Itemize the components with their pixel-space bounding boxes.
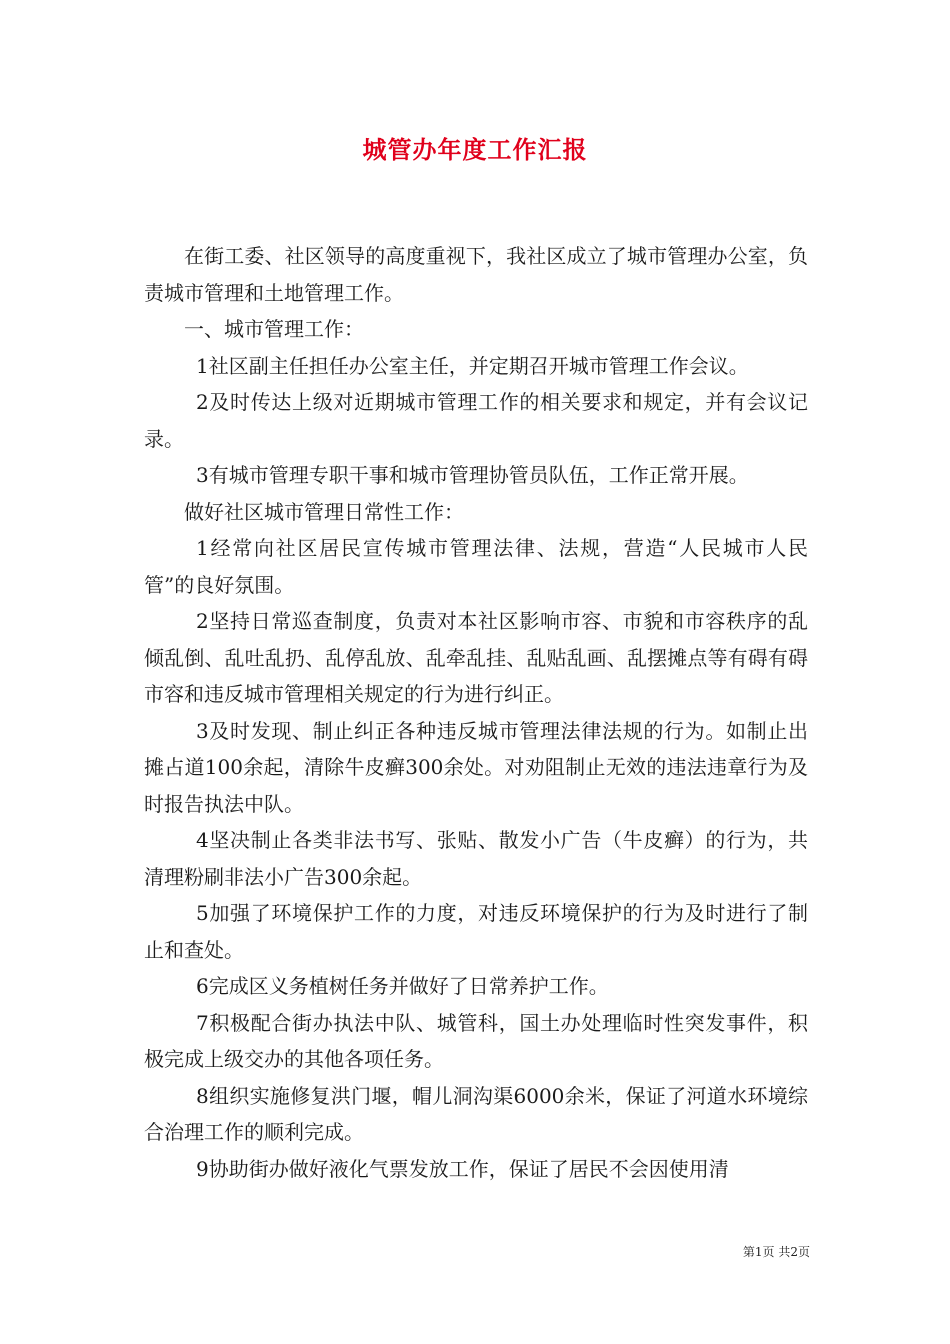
list-item: 8组织实施修复洪门堰，帽儿洞沟渠6000余米，保证了河道水环境综合治理工作的顺利完成。 xyxy=(144,1083,808,1144)
list-item: 2坚持日常巡查制度，负责对本社区影响市容、市貌和市容秩序的乱倾乱倒、乱吐乱扔、乱停乱放、乱牵乱挂、乱贴乱画、乱摆摊点等有碍有碍市容和违反城市管理相关规定的行为进行纠正。 xyxy=(144,609,808,706)
list-item: 4坚决制止各类非法书写、张贴、散发小广告（牛皮癣）的行为，共清理粉刷非法小广告300余起。 xyxy=(144,828,808,889)
list-item: 7积极配合街办执法中队、城管科，国土办处理临时性突发事件，积极完成上级交办的其他各项任务。 xyxy=(144,1010,808,1071)
subsection-heading: 做好社区城市管理日常性工作： xyxy=(184,499,464,524)
document-title: 城管办年度工作汇报 xyxy=(362,135,588,164)
list-item: 9协助街办做好液化气票发放工作，保证了居民不会因使用清 xyxy=(196,1156,729,1181)
list-item: 3有城市管理专职干事和城市管理协管员队伍，工作正常开展。 xyxy=(196,463,749,487)
paragraph-intro: 在街工委、社区领导的高度重视下，我社区成立了城市管理办公室，负责城市管理和土地管理工作。 xyxy=(144,244,808,305)
list-item: 5加强了环境保护工作的力度，对违反环境保护的行为及时进行了制止和查处。 xyxy=(144,901,808,962)
section-heading: 一、城市管理工作： xyxy=(184,317,364,341)
list-item: 3及时发现、制止纠正各种违反城市管理法律法规的行为。如制止出摊占道100余起，清除牛皮癣300余处。对劝阻制止无效的违法违章行为及时报告执法中队。 xyxy=(144,718,808,816)
document-body xyxy=(144,238,808,1187)
list-item: 1社区副主任担任办公室主任，并定期召开城市管理工作会议。 xyxy=(196,353,749,378)
list-item: 1经常向社区居民宣传城市管理法律、法规，营造“人民城市人民管”的良好氛围。 xyxy=(144,536,808,597)
list-item: 2及时传达上级对近期城市管理工作的相关要求和规定，并有会议记录。 xyxy=(144,390,808,451)
page-number-footer: 第1页 共2页 xyxy=(742,1245,810,1259)
list-item: 6完成区义务植树任务并做好了日常养护工作。 xyxy=(196,974,609,998)
